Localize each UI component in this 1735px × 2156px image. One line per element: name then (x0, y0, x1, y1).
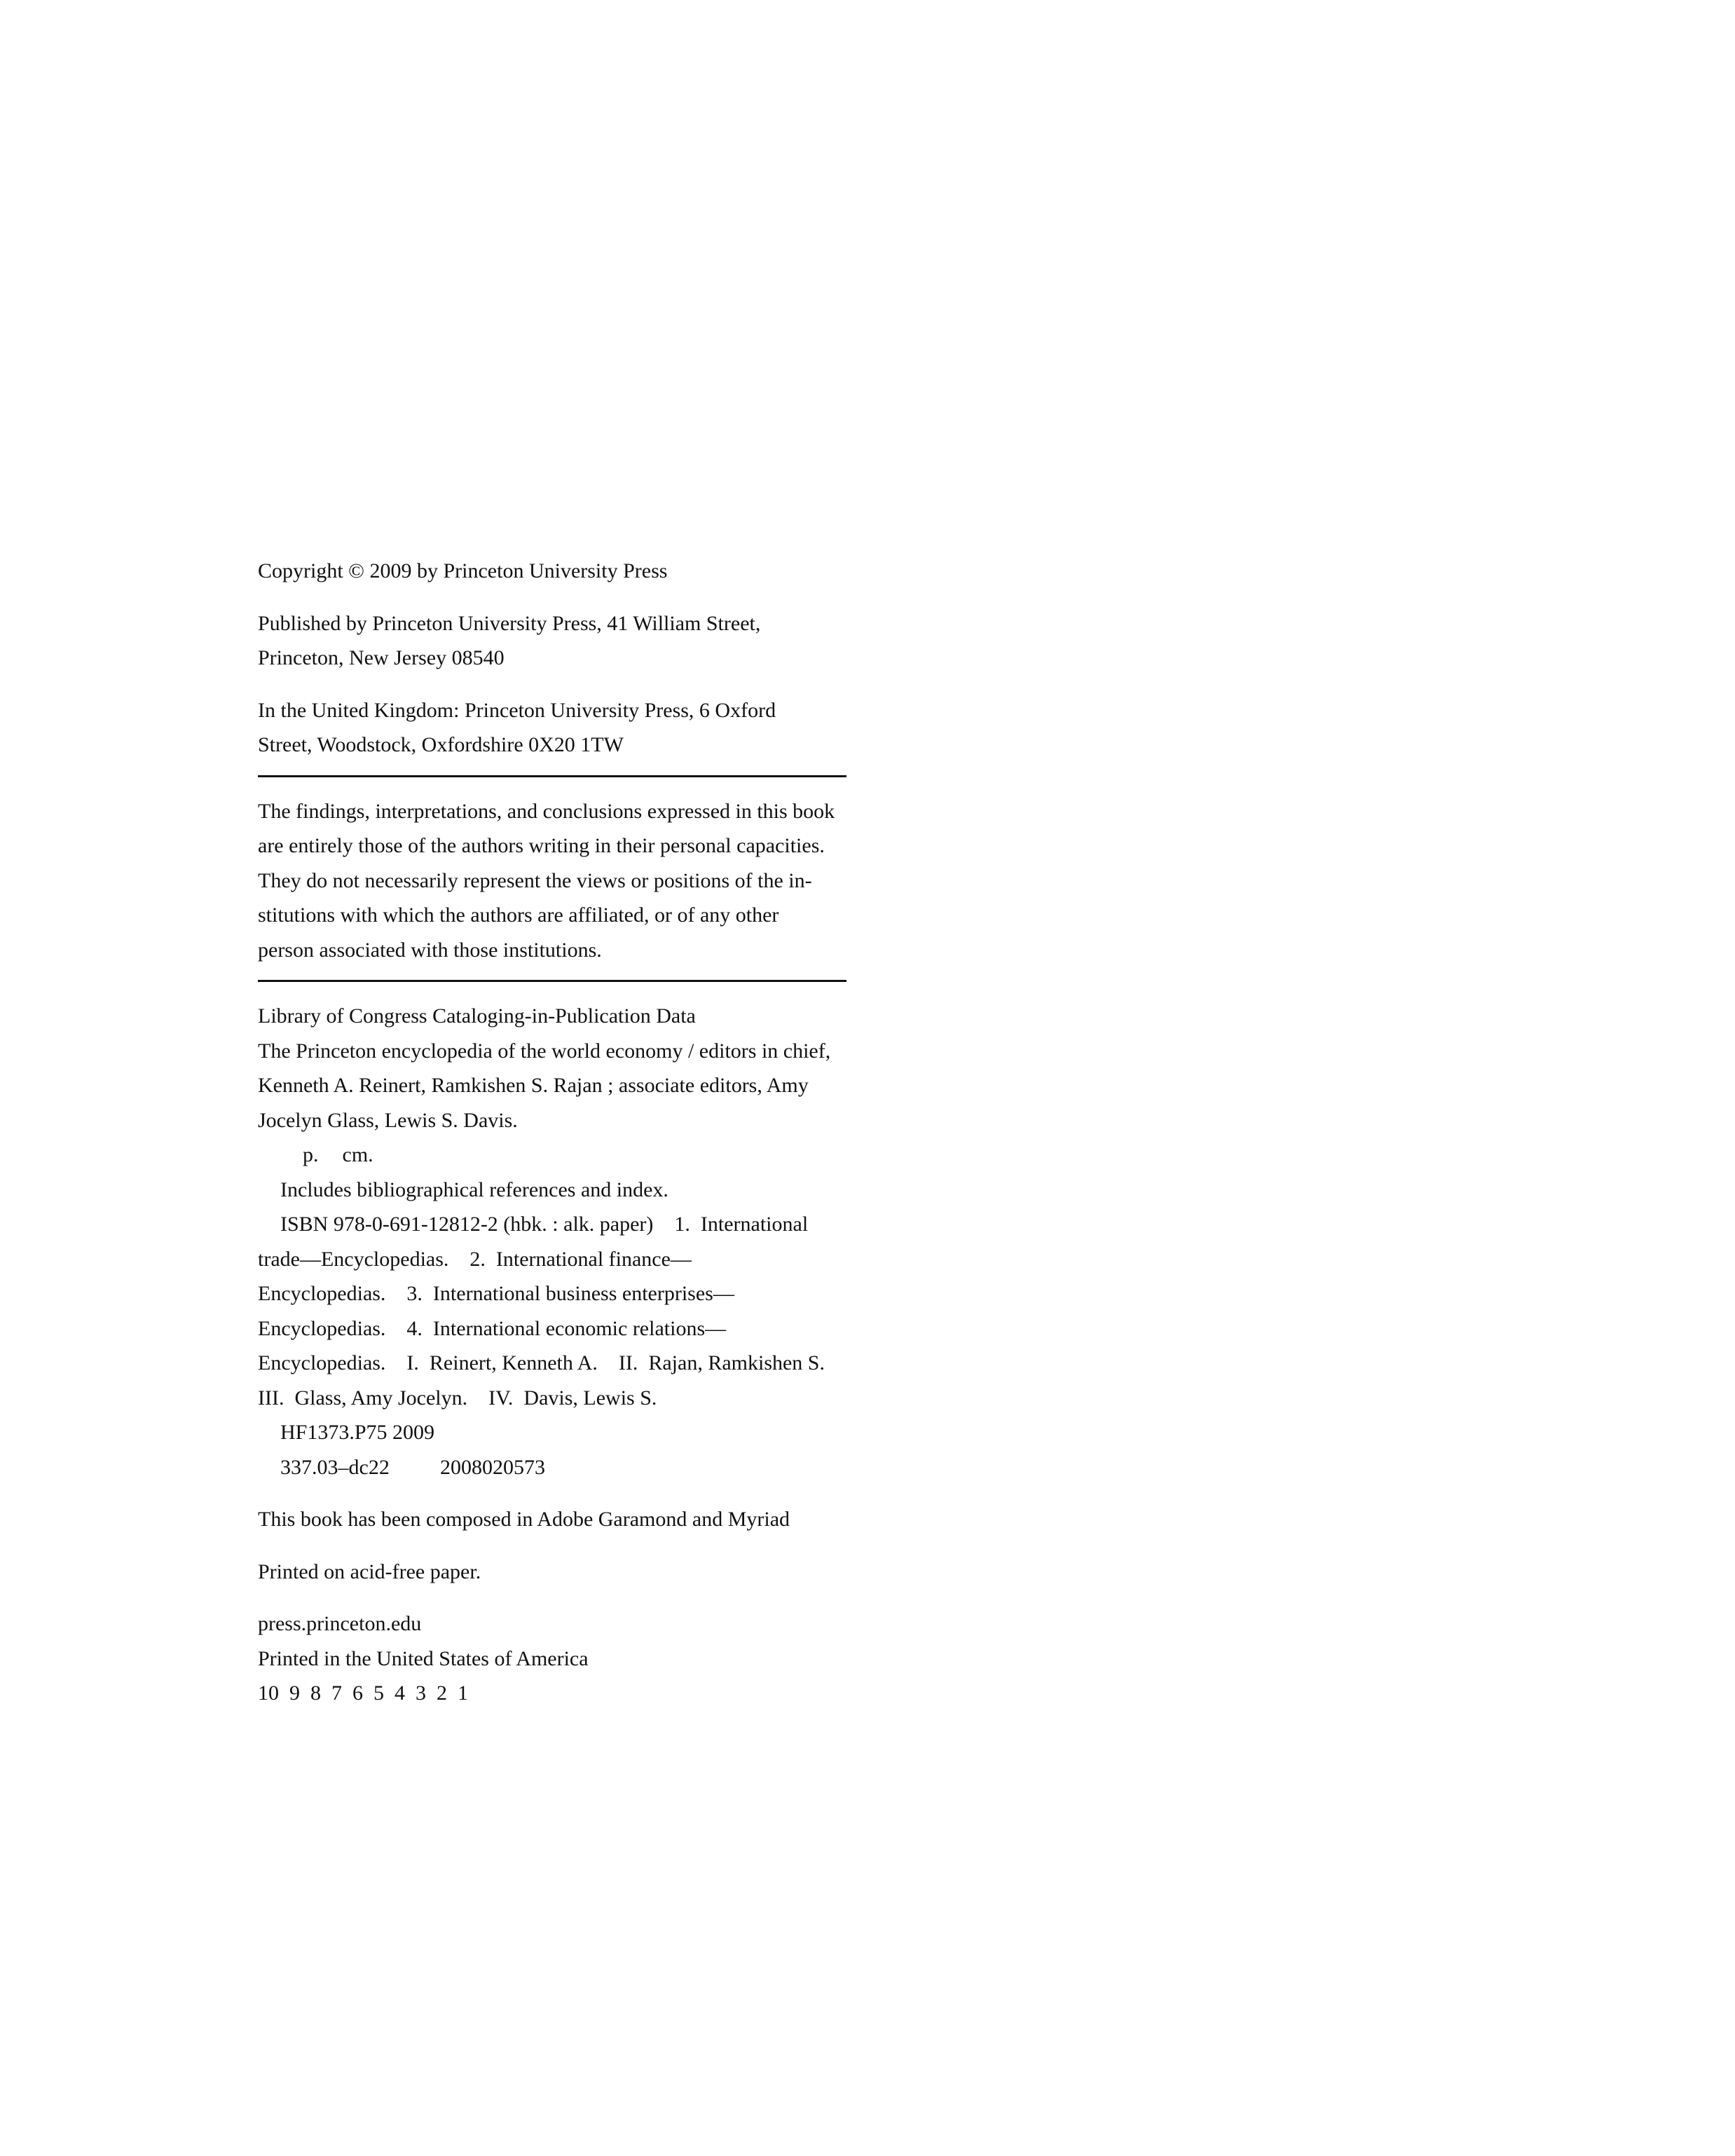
cip-pages: p. (303, 1143, 319, 1166)
publisher-website: press.princeton.edu (258, 1612, 422, 1635)
cip-subject-line-5: Encyclopedias. I. Reinert, Kenneth A. II. Rajan, Ramkishen S. (258, 1351, 825, 1374)
bottom-divider (258, 980, 846, 982)
cip-lc-call-number: HF1373.P75 2009 (280, 1421, 435, 1444)
printed-in-line: Printed in the United States of America (258, 1646, 589, 1670)
publisher-address (258, 606, 846, 676)
uk-address-line-1: In the United Kingdom: Princeton University Press, 6 Oxford (258, 698, 776, 722)
copyright-page (258, 554, 846, 1711)
disclaimer-line-4: stitutions with which the authors are affiliated, or of any other (258, 903, 779, 927)
cip-title-line-1: The Princeton encyclopedia of the world economy / editors in chief, (258, 1039, 831, 1063)
imprint-block (258, 1606, 846, 1711)
cip-subject-line-6: III. Glass, Amy Jocelyn. IV. Davis, Lewis S. (258, 1386, 657, 1410)
paper-note (258, 1555, 846, 1590)
composition-line: This book has been composed in Adobe Garamond and Myriad (258, 1508, 790, 1531)
disclaimer-line-3: They do not necessarily represent the views or positions of the in- (258, 868, 812, 892)
cip-title-line-3: Jocelyn Glass, Lewis S. Davis. (258, 1108, 518, 1132)
uk-address-line-2: Street, Woodstock, Oxfordshire 0X20 1TW (258, 733, 624, 756)
disclaimer (258, 794, 846, 968)
cip-subject-line-4: Encyclopedias. 4. International economic relations— (258, 1316, 727, 1340)
cip-size: cm. (342, 1143, 373, 1166)
publisher-address-line-2: Princeton, New Jersey 08540 (258, 646, 505, 669)
disclaimer-line-5: person associated with those institutions. (258, 938, 602, 962)
cip-isbn-line-1: ISBN 978-0-691-12812-2 (hbk. : alk. paper) 1. International (280, 1213, 809, 1236)
publisher-address-line-1: Published by Princeton University Press, 41 William Street, (258, 611, 761, 635)
cip-subject-line-3: Encyclopedias. 3. International business enterprises— (258, 1282, 734, 1305)
cip-lccn: 2008020573 (440, 1455, 545, 1479)
cip-classification (258, 1450, 846, 1485)
disclaimer-line-1: The findings, interpretations, and conclusions expressed in this book (258, 799, 835, 823)
print-run-line: 10 9 8 7 6 5 4 3 2 1 (258, 1681, 468, 1705)
cip-block (258, 999, 846, 1485)
cip-heading: Library of Congress Cataloging-in-Publication Data (258, 1004, 696, 1028)
copyright-line: Copyright © 2009 by Princeton University Press (258, 559, 668, 582)
cip-dewey-number: 337.03–dc22 (280, 1455, 390, 1479)
disclaimer-line-2: are entirely those of the authors writing in their personal capacities. (258, 834, 825, 857)
cip-subject-line-2: trade—Encyclopedias. 2. International finance— (258, 1247, 692, 1271)
top-divider (258, 775, 846, 777)
cip-physical-description (258, 1138, 846, 1173)
paper-line: Printed on acid-free paper. (258, 1560, 481, 1583)
copyright-notice (258, 554, 846, 589)
cip-title-line-2: Kenneth A. Reinert, Ramkishen S. Rajan ; associate editors, Amy (258, 1074, 809, 1097)
uk-address (258, 693, 846, 763)
cip-includes: Includes bibliographical references and index. (280, 1178, 668, 1201)
composition-note (258, 1502, 846, 1537)
